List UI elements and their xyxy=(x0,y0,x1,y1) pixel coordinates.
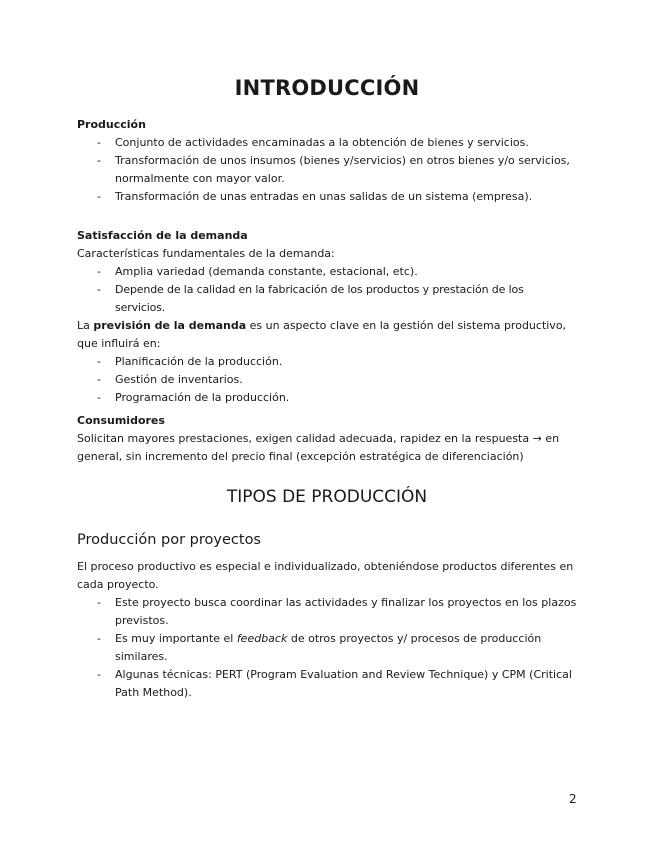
section-produccion xyxy=(77,116,577,206)
list-item: - Planificación de la producción. xyxy=(97,355,283,368)
list-item: - Es muy importante el feedback de otros proyectos y/ procesos de producción similares. xyxy=(97,632,542,663)
prevision-list xyxy=(77,353,577,407)
list-item: - Transformación de unas entradas en unas salidas de un sistema (empresa). xyxy=(97,190,533,203)
list-item: - Amplia variedad (demanda constante, estacional, etc). xyxy=(97,265,418,278)
subsection-heading-proyectos: Producción por proyectos xyxy=(77,532,261,548)
page-number: 2 xyxy=(569,792,577,806)
consumidores-text: Solicitan mayores prestaciones, exigen calidad adecuada, rapidez en la respuesta → en general, sin incremento del precio final (excepción estratégica de diferenciación) xyxy=(77,432,560,463)
list-item: - Conjunto de actividades encaminadas a la obtención de bienes y servicios. xyxy=(97,136,529,149)
produccion-list xyxy=(77,134,577,206)
list-item: - Transformación de unos insumos (bienes y/servicios) en otros bienes y/o servicios, normalmente con mayor valor. xyxy=(97,154,570,185)
section-consumidores xyxy=(77,412,577,466)
list-item: - Gestión de inventarios. xyxy=(97,373,243,386)
section-heading-produccion: Producción xyxy=(77,118,146,131)
section-proyectos xyxy=(77,558,577,702)
prevision-paragraph: La previsión de la demanda es un aspecto clave en la gestión del sistema productivo, que influirá en: xyxy=(77,319,567,350)
section-satisfaccion xyxy=(77,227,577,407)
list-item: - Depende de la calidad en la fabricación de los productos y prestación de los servicios. xyxy=(97,283,524,314)
list-item: - Programación de la producción. xyxy=(97,391,290,404)
proyectos-text: El proceso productivo es especial e individualizado, obteniéndose productos diferentes en cada proyecto. xyxy=(77,560,574,591)
section-heading-consumidores: Consumidores xyxy=(77,414,165,427)
satisfaccion-list xyxy=(77,263,577,317)
section-heading-satisfaccion: Satisfacción de la demanda xyxy=(77,229,248,242)
page-title: INTRODUCCIÓN xyxy=(234,76,420,100)
list-item: - Este proyecto busca coordinar las actividades y finalizar los proyectos en los plazos previstos. xyxy=(97,596,577,627)
proyectos-list xyxy=(77,594,577,702)
section-title-tipos: TIPOS DE PRODUCCIÓN xyxy=(226,487,428,507)
list-item: - Algunas técnicas: PERT (Program Evaluation and Review Technique) y CPM (Critical Path Method). xyxy=(97,668,572,699)
satisfaccion-intro: Características fundamentales de la demanda: xyxy=(77,247,335,260)
